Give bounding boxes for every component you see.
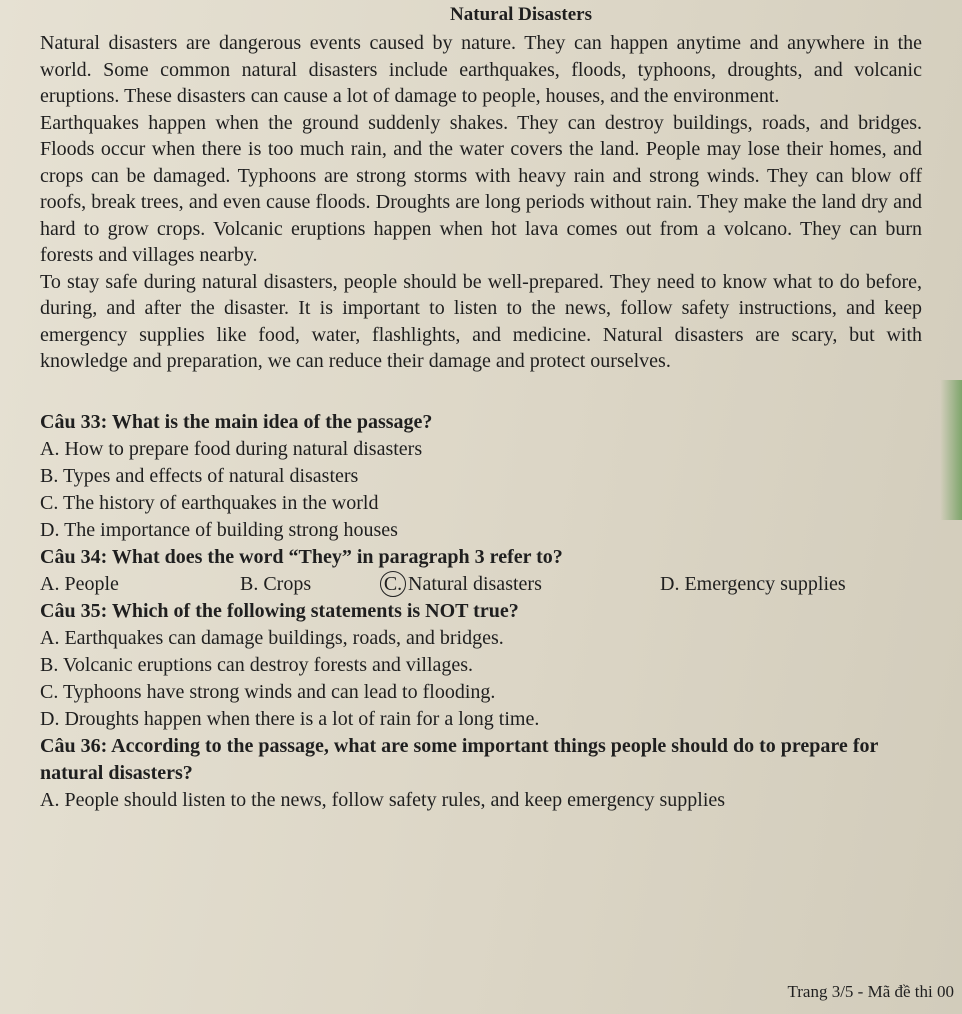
- answer-circle-mark: C.: [380, 571, 406, 597]
- q34-option-a: A. People: [40, 572, 119, 595]
- question-36: Câu 36: According to the passage, what are some important things people should do to prepare for natural disasters?: [40, 734, 878, 784]
- q33-option-c: C. The history of earthquakes in the world: [40, 491, 379, 514]
- q34-option-d: D. Emergency supplies: [660, 572, 846, 595]
- q33-option-d: D. The importance of building strong houses: [40, 518, 398, 541]
- paragraph-2: Earthquakes happen when the ground suddenly shakes. They can destroy buildings, roads, and bridges. Floods occur when there is too much rain, and the water covers the land. People may lose their homes, and crops can be damaged. Typhoons are strong storms with heavy rain and strong winds. They can blow off roofs, break trees, and even cause floods. Droughts are long periods without rain. They make the land dry and hard to grow crops. Volcanic eruptions happen when hot lava comes out from a volcano. They can burn forests and villages nearby.: [40, 111, 922, 266]
- paragraph-1: Natural disasters are dangerous events caused by nature. They can happen anytime and anywhere in the world. Some common natural disasters include earthquakes, floods, typhoons, droughts, and volcanic eruptions. These disasters can cause a lot of damage to people, houses, and the environment.: [40, 32, 922, 107]
- question-35: Câu 35: Which of the following statements is NOT true?: [40, 599, 519, 622]
- question-33: Câu 33: What is the main idea of the passage?: [40, 410, 433, 433]
- q34-option-c: [380, 571, 660, 598]
- q35-option-b: B. Volcanic eruptions can destroy forests and villages.: [40, 653, 474, 676]
- q34-options: [40, 571, 922, 598]
- q35-option-a: A. Earthquakes can damage buildings, roads, and bridges.: [40, 626, 504, 649]
- q35-option-d: D. Droughts happen when there is a lot of rain for a long time.: [40, 707, 540, 730]
- q34-option-b: B. Crops: [240, 572, 312, 595]
- question-34: Câu 34: What does the word “They” in paragraph 3 refer to?: [40, 545, 563, 568]
- q35-option-c: C. Typhoons have strong winds and can lead to flooding.: [40, 680, 496, 703]
- paragraph-3: To stay safe during natural disasters, people should be well-prepared. They need to know what to do before, during, and after the disaster. It is important to listen to the news, follow safety instructions, and keep emergency supplies like food, water, flashlights, and medicine. Natural disasters are scary, but with knowledge and preparation, we can reduce their damage and protect ourselves.: [40, 270, 922, 372]
- passage-title: Natural Disasters: [450, 4, 592, 25]
- page-footer: Trang 3/5 - Mã đề thi 00: [787, 982, 954, 1001]
- green-edge-decoration: [940, 380, 962, 520]
- q33-option-b: B. Types and effects of natural disasters: [40, 464, 359, 487]
- q33-option-a: A. How to prepare food during natural disasters: [40, 437, 423, 460]
- q34-option-c-text: Natural disasters: [408, 572, 542, 595]
- questions-section: [40, 409, 922, 814]
- q36-option-a: A. People should listen to the news, follow safety rules, and keep emergency supplies: [40, 788, 726, 811]
